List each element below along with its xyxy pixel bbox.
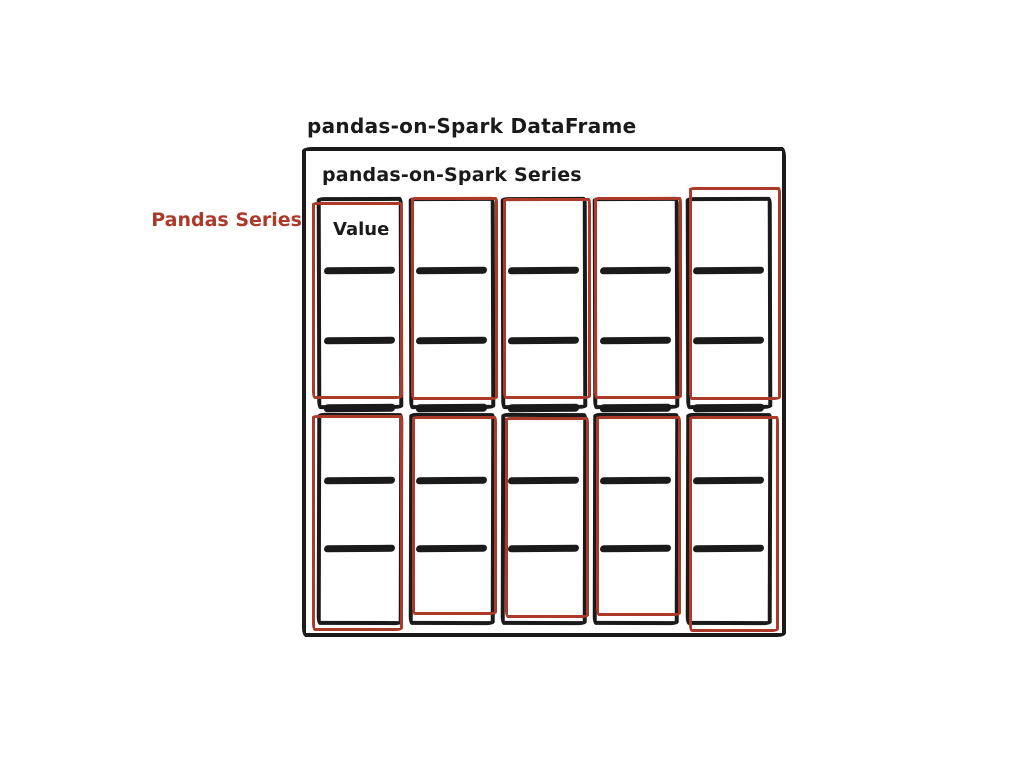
series-column <box>686 197 772 633</box>
row-dash <box>600 267 671 274</box>
row-dash <box>693 545 764 552</box>
row-dash <box>508 477 579 484</box>
row-dash <box>693 337 764 344</box>
value-label: Value <box>333 219 390 240</box>
row-dash <box>324 267 395 274</box>
row-dash <box>324 477 395 484</box>
row-dash <box>693 477 764 484</box>
partition-cell <box>593 413 680 625</box>
pandas-on-spark-series-label: pandas-on-Spark Series <box>322 164 582 186</box>
partition-cell <box>501 197 588 409</box>
row-dash <box>416 477 487 484</box>
partition-cell <box>409 413 496 625</box>
row-dash <box>416 545 487 552</box>
row-dash <box>508 337 579 344</box>
row-dash <box>324 545 395 552</box>
row-dash <box>324 404 395 412</box>
row-dash <box>600 545 671 552</box>
series-column <box>593 197 679 633</box>
series-column <box>317 197 403 633</box>
row-dash <box>693 404 764 412</box>
series-column <box>501 197 587 633</box>
row-dash <box>508 404 579 412</box>
row-dash <box>324 337 395 344</box>
row-dash <box>508 545 579 552</box>
pandas-series-label: Pandas Series <box>151 209 302 231</box>
dataframe-title: pandas-on-Spark DataFrame <box>307 114 637 138</box>
row-dash <box>416 267 487 274</box>
partition-cell <box>409 197 496 409</box>
series-column <box>409 197 495 633</box>
row-dash <box>693 267 764 274</box>
partition-cell <box>317 413 404 625</box>
row-dash <box>600 404 671 412</box>
row-dash <box>416 404 487 412</box>
row-dash <box>508 267 579 274</box>
partition-cell <box>686 413 773 625</box>
row-dash <box>600 337 671 344</box>
partition-cell <box>593 197 680 409</box>
row-dash <box>416 337 487 344</box>
row-dash <box>600 477 671 484</box>
partition-cell <box>686 197 773 409</box>
partition-cell <box>501 413 588 625</box>
